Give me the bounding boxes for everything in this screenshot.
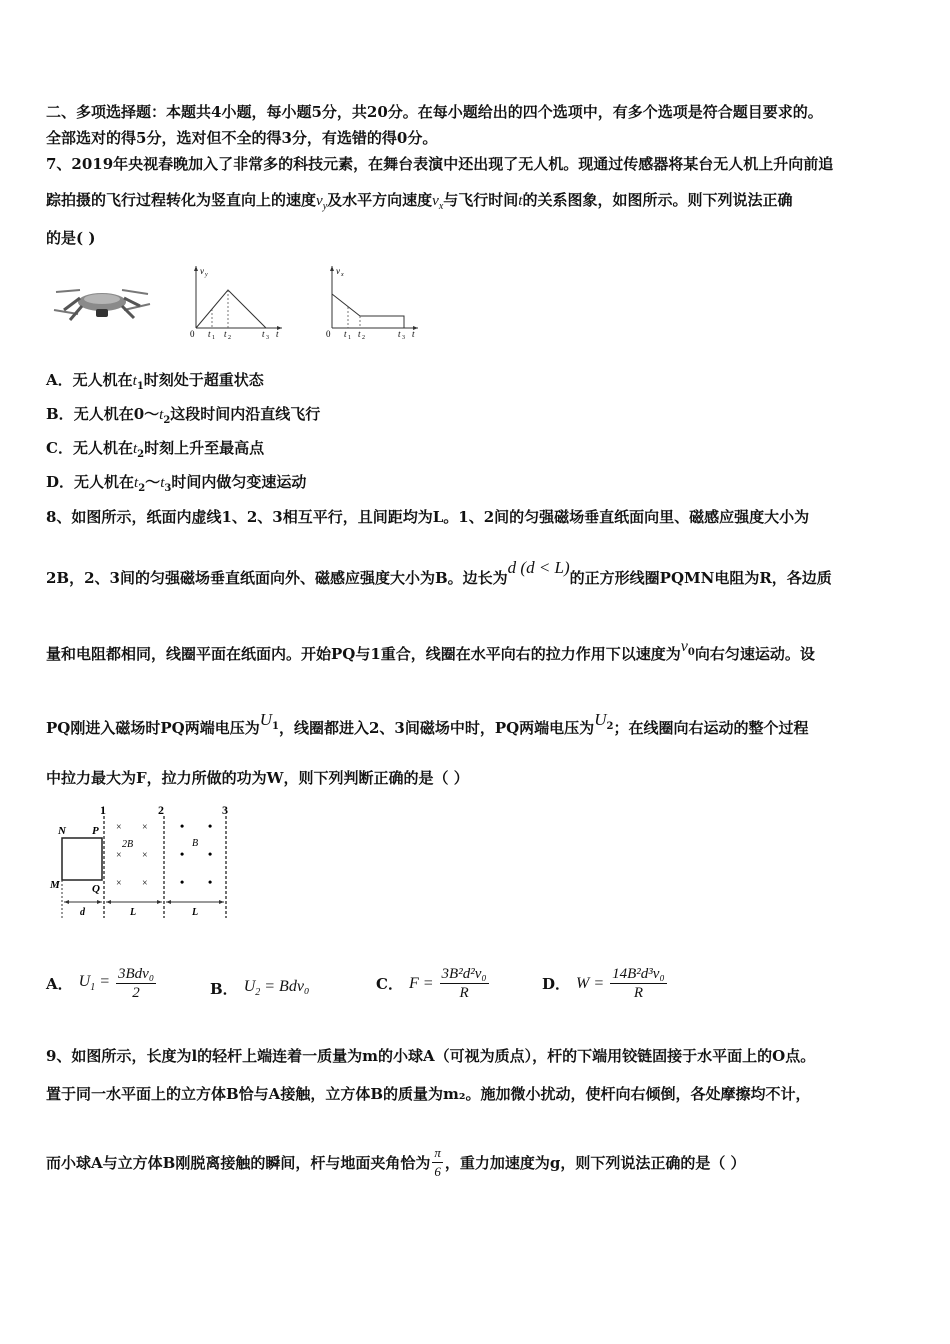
fraction <box>116 965 156 1002</box>
t-subscript: 2 <box>137 449 145 460</box>
u-subscript: 1 <box>90 982 96 994</box>
q8-stem-line-5: 中拉力最大为F，拉力所做的功为W，则下列判断正确的是（ ） <box>46 769 469 787</box>
field-2b-label: 2B <box>122 839 134 850</box>
t1-sub: 1 <box>348 335 351 341</box>
q7-stem-line-3: 的是( ) <box>46 229 96 247</box>
t-symbol: t <box>159 407 164 423</box>
u-subscript: 2 <box>255 987 261 999</box>
dot-mark: • <box>208 847 213 861</box>
rhs-expression: Bdv₀ <box>279 978 310 996</box>
t-symbol: t <box>132 441 138 457</box>
square-coil <box>62 838 102 880</box>
q7-option-c[interactable] <box>46 438 910 465</box>
q8-option-c[interactable] <box>376 965 489 1002</box>
option-text: 时刻上升至最高点 <box>144 439 265 457</box>
q8-text: ；在线圈向右运动的整个过程 <box>613 719 809 737</box>
q7-text: 踪拍摄的飞行过程转化为竖直向上的速度 <box>46 191 317 209</box>
q9-text: 而小球A与立方体B刚脱离接触的瞬间，杆与地面夹角恰为 <box>46 1153 431 1172</box>
u2-symbol: U <box>594 710 607 729</box>
option-letter: A． <box>46 371 73 389</box>
denominator: R <box>459 985 469 1001</box>
option-text: 无人机在 <box>72 439 133 457</box>
q7-option-d[interactable] <box>46 472 910 499</box>
option-letter: C． <box>376 975 403 993</box>
option-text: 时间内做匀变速运动 <box>171 473 307 491</box>
cross-mark: × <box>116 878 122 889</box>
q9-stem-line-2: 置于同一水平面上的立方体B恰与A接触，立方体B的质量为m₂。施加微小扰动，使杆向右倾倒，各处摩擦均不计， <box>46 1085 811 1103</box>
dot-mark: • <box>208 819 213 833</box>
q8-text: 的正方形线圈PQMN电阻为R，各边质 <box>569 569 832 587</box>
fraction <box>440 965 489 1002</box>
dot-mark: • <box>180 819 185 833</box>
cross-mark: × <box>116 850 122 861</box>
vy-symbol: v <box>316 193 323 209</box>
field-b-label: B <box>192 838 199 849</box>
vy-axis-label: v <box>200 266 204 276</box>
vy-axis-label-sub: y <box>205 272 208 278</box>
t1-sub: 1 <box>212 335 215 341</box>
option-letter: B． <box>46 405 74 423</box>
width-l-label: L <box>192 907 199 918</box>
u1-subscript: 1 <box>271 721 279 732</box>
vx-time-graph <box>322 262 422 342</box>
t2-label: t <box>224 329 227 339</box>
equals-sign: = <box>260 978 280 996</box>
t-symbol: t <box>134 475 139 491</box>
option-text: 时刻处于超重状态 <box>143 371 264 389</box>
u1-symbol: U <box>259 710 272 729</box>
equals-sign: = <box>418 974 434 992</box>
section-heading-line-1: 二、多项选择题：本题共4小题，每小题5分，共20分。在每小题给出的四个选项中，有多个选项是符合题目要求的。 <box>46 103 823 121</box>
line-1-label: 1 <box>100 803 106 817</box>
field-out-of-page-marks <box>180 819 212 889</box>
vertex-q-label: Q <box>92 883 100 895</box>
option-letter: D． <box>542 975 571 993</box>
denominator: 6 <box>434 1164 441 1179</box>
numerator: 3B²d²v₀ <box>441 966 487 982</box>
dot-mark: • <box>180 875 185 889</box>
magnetic-field-figure <box>46 800 236 925</box>
vertex-m-label: M <box>50 879 60 891</box>
q7-stem-line-1: 7、2019年央视春晚加入了非常多的科技元素，在舞台表演中还出现了无人机。现通过传感器将某台无人机上升向前追 <box>46 155 834 173</box>
q7-option-b[interactable] <box>46 404 910 431</box>
option-letter: B． <box>210 980 238 998</box>
vx-symbol: v <box>432 193 439 209</box>
cross-mark: × <box>116 822 122 833</box>
q8-text: 2B，2、3间的匀强磁场垂直纸面向外、磁感应强度大小为B。边长为 <box>46 569 508 587</box>
w-symbol: W <box>576 974 590 992</box>
cross-mark: × <box>142 850 148 861</box>
q8-option-d[interactable] <box>542 965 667 1002</box>
width-l-label: L <box>130 907 137 918</box>
q8-stem-line-2 <box>46 558 910 588</box>
q8-text: ，线圈都进入2、3间磁场中时，PQ两端电压为 <box>278 719 595 737</box>
t3-sub: 3 <box>402 335 405 341</box>
dot-mark: • <box>180 847 185 861</box>
drone-image <box>52 280 152 330</box>
t3-sub: 3 <box>266 335 269 341</box>
t-subscript: 2 <box>163 415 171 426</box>
equals-sign: = <box>95 973 110 991</box>
q8-stem-line-4 <box>46 710 910 745</box>
t-subscript: 1 <box>136 381 144 392</box>
t-axis-label: t <box>412 329 415 339</box>
option-letter: C． <box>46 439 73 457</box>
origin-label: 0 <box>326 329 331 339</box>
u2-subscript: 2 <box>606 721 614 732</box>
line-2-label: 2 <box>158 803 164 817</box>
t-symbol: t <box>518 193 523 209</box>
option-text: ～ <box>145 473 161 491</box>
f-symbol: F <box>408 974 419 992</box>
u1-symbol <box>79 973 110 993</box>
option-text: 无人机在 <box>74 473 135 491</box>
q8-stem-line-3 <box>46 638 910 671</box>
u-symbol: U <box>243 978 256 996</box>
u-symbol: U <box>78 973 91 991</box>
t1-label: t <box>208 329 211 339</box>
fraction <box>610 965 667 1002</box>
f-expression <box>409 975 434 993</box>
option-text: 无人机在 <box>72 371 133 389</box>
t-symbol: t <box>160 475 165 491</box>
t-subscript: 2 <box>138 483 146 494</box>
v0-subscript: 0 <box>687 647 695 658</box>
cross-mark: × <box>142 878 148 889</box>
equals-sign: = <box>589 974 605 992</box>
v0-symbol: v <box>680 638 688 655</box>
q7-option-a[interactable] <box>46 370 910 397</box>
vx-axis-label: v <box>336 266 340 276</box>
denominator: R <box>633 985 643 1001</box>
u2-expression <box>244 978 310 998</box>
section-heading-line-2: 全部选对的得5分，选对但不全的得3分，有选错的得0分。 <box>46 129 438 147</box>
option-letter: D． <box>46 473 75 491</box>
vertex-n-label: N <box>58 825 66 837</box>
q8-text: 向右匀速运动。设 <box>694 645 815 663</box>
t-axis-label: t <box>276 329 279 339</box>
dot-mark: • <box>208 875 213 889</box>
numerator: 3Bdv₀ <box>118 966 155 982</box>
denominator: 2 <box>132 985 140 1001</box>
q8-text: PQ刚进入磁场时PQ两端电压为 <box>46 719 260 737</box>
t2-label: t <box>358 329 361 339</box>
q7-text: 与飞行时间 <box>443 191 519 209</box>
t3-label: t <box>262 329 265 339</box>
q7-text: 的关系图象，如图所示。则下列说法正确 <box>522 191 793 209</box>
origin-label: 0 <box>190 329 195 339</box>
t2-sub: 2 <box>362 335 365 341</box>
vy-subscript: y <box>322 201 328 212</box>
q9-stem-line-3 <box>46 1144 910 1181</box>
d-condition-math: d (d < L) <box>507 558 570 577</box>
vertex-p-label: P <box>92 825 99 837</box>
line-3-label: 3 <box>222 803 228 817</box>
t-symbol: t <box>132 373 137 389</box>
option-text: 这段时间内沿直线飞行 <box>170 405 321 423</box>
q8-option-b[interactable] <box>210 978 309 999</box>
t1-label: t <box>344 329 347 339</box>
t2-sub: 2 <box>228 335 231 341</box>
t-subscript: 3 <box>164 483 172 494</box>
q8-text: 量和电阻都相同，线圈平面在纸面内。开始PQ与1重合，线圈在水平向右的拉力作用下以速度为 <box>46 645 681 663</box>
angle-fraction <box>432 1144 443 1181</box>
t3-label: t <box>398 329 401 339</box>
vx-axis-label-sub: x <box>341 272 344 278</box>
field-into-page-marks <box>116 822 148 889</box>
vx-subscript: x <box>438 201 444 212</box>
q8-option-a[interactable] <box>46 965 156 1002</box>
option-letter: A． <box>46 975 73 993</box>
q8-stem-line-1: 8、如图所示，纸面内虚线1、2、3相互平行，且间距均为L。1、2间的匀强磁场垂直纸面向里、磁感应强度大小为 <box>46 508 810 526</box>
q9-text: ，重力加速度为g，则下列说法正确的是（ ） <box>444 1153 746 1172</box>
w-expression <box>576 975 604 993</box>
q7-text: 及水平方向速度 <box>327 191 433 209</box>
q9-stem-line-1: 9、如图所示，长度为l的轻杆上端连着一质量为m的小球A（可视为质点），杆的下端用铰链固接于水平面上的O点。 <box>46 1047 816 1065</box>
numerator: π <box>432 1144 443 1163</box>
numerator: 14B²d³v₀ <box>612 966 665 982</box>
width-d-label: d <box>80 907 85 918</box>
vy-time-graph <box>186 262 286 342</box>
q7-stem-line-2 <box>46 190 910 217</box>
option-text: 无人机在0～ <box>73 405 160 423</box>
cross-mark: × <box>142 822 148 833</box>
